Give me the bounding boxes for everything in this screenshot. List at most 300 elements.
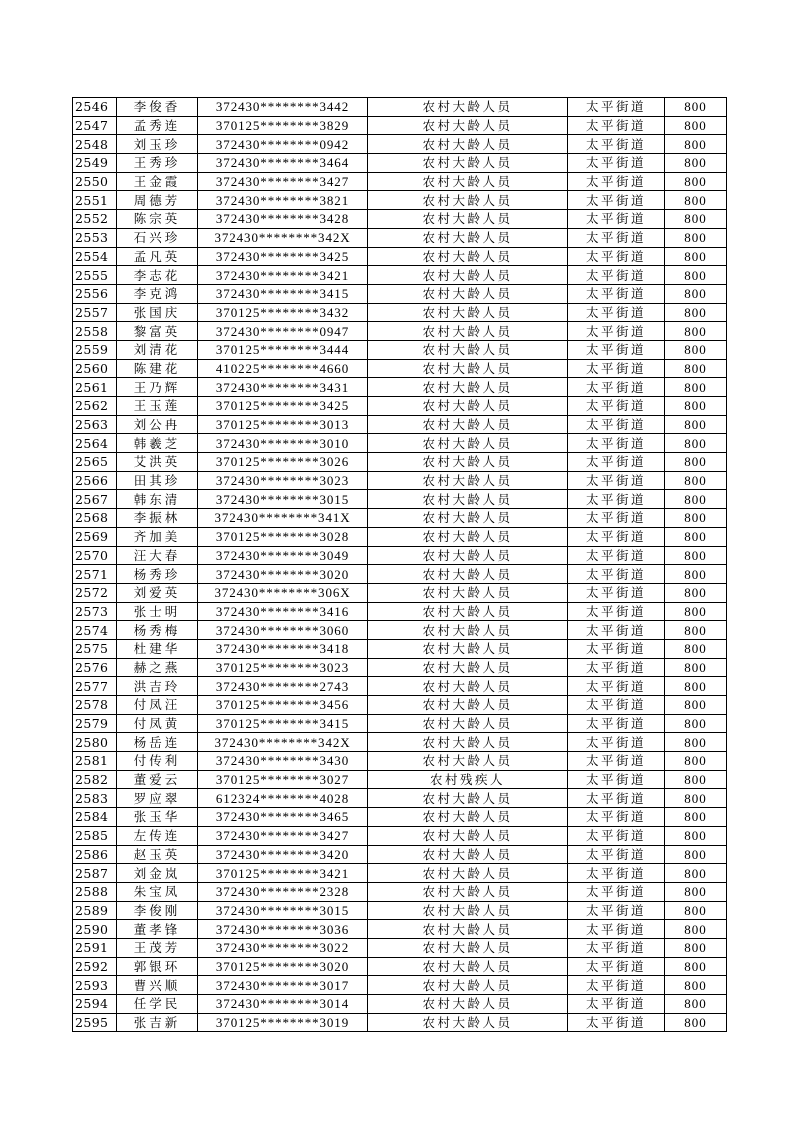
street-cell: 太平街道	[568, 696, 665, 715]
table-row	[73, 733, 727, 752]
amount-cell: 800	[665, 509, 727, 528]
table-row	[73, 546, 727, 565]
amount-cell: 800	[665, 639, 727, 658]
person-name-cell: 王玉莲	[117, 397, 198, 416]
table-row	[73, 957, 727, 976]
category-cell: 农村大龄人员	[368, 733, 568, 752]
table-row	[73, 976, 727, 995]
row-number-cell: 2547	[73, 116, 117, 135]
category-cell: 农村大龄人员	[368, 434, 568, 453]
person-name-cell: 董孝锋	[117, 920, 198, 939]
person-name-cell: 付凤汪	[117, 696, 198, 715]
row-number-cell: 2558	[73, 322, 117, 341]
id-number-cell: 372430********3020	[198, 565, 368, 584]
category-cell: 农村大龄人员	[368, 509, 568, 528]
category-cell: 农村大龄人员	[368, 957, 568, 976]
table-row	[73, 658, 727, 677]
person-name-cell: 罗应翠	[117, 789, 198, 808]
id-number-cell: 370125********3444	[198, 340, 368, 359]
person-name-cell: 艾洪英	[117, 453, 198, 472]
table-row	[73, 397, 727, 416]
row-number-cell: 2573	[73, 602, 117, 621]
category-cell: 农村大龄人员	[368, 340, 568, 359]
row-number-cell: 2550	[73, 172, 117, 191]
amount-cell: 800	[665, 415, 727, 434]
amount-cell: 800	[665, 995, 727, 1014]
amount-cell: 800	[665, 770, 727, 789]
table-row	[73, 378, 727, 397]
street-cell: 太平街道	[568, 116, 665, 135]
amount-cell: 800	[665, 901, 727, 920]
person-name-cell: 陈建花	[117, 359, 198, 378]
table-row	[73, 340, 727, 359]
person-name-cell: 石兴珍	[117, 228, 198, 247]
id-number-cell: 372430********3015	[198, 490, 368, 509]
person-name-cell: 张玉华	[117, 808, 198, 827]
person-name-cell: 郭银环	[117, 957, 198, 976]
row-number-cell: 2591	[73, 938, 117, 957]
category-cell: 农村大龄人员	[368, 789, 568, 808]
row-number-cell: 2588	[73, 882, 117, 901]
category-cell: 农村大龄人员	[368, 677, 568, 696]
table-row	[73, 527, 727, 546]
table-row	[73, 98, 727, 117]
person-name-cell: 田其珍	[117, 471, 198, 490]
street-cell: 太平街道	[568, 98, 665, 117]
person-name-cell: 赫之燕	[117, 658, 198, 677]
person-name-cell: 王茂芳	[117, 938, 198, 957]
id-number-cell: 372430********3428	[198, 210, 368, 229]
amount-cell: 800	[665, 789, 727, 808]
table-row	[73, 714, 727, 733]
category-cell: 农村大龄人员	[368, 228, 568, 247]
row-number-cell: 2549	[73, 154, 117, 173]
street-cell: 太平街道	[568, 509, 665, 528]
table-row	[73, 864, 727, 883]
category-cell: 农村大龄人员	[368, 639, 568, 658]
id-number-cell: 370125********3027	[198, 770, 368, 789]
amount-cell: 800	[665, 882, 727, 901]
amount-cell: 800	[665, 98, 727, 117]
street-cell: 太平街道	[568, 154, 665, 173]
amount-cell: 800	[665, 864, 727, 883]
category-cell: 农村大龄人员	[368, 995, 568, 1014]
row-number-cell: 2559	[73, 340, 117, 359]
table-row	[73, 995, 727, 1014]
id-number-cell: 372430********3022	[198, 938, 368, 957]
row-number-cell: 2585	[73, 826, 117, 845]
street-cell: 太平街道	[568, 210, 665, 229]
street-cell: 太平街道	[568, 303, 665, 322]
table-row	[73, 228, 727, 247]
amount-cell: 800	[665, 340, 727, 359]
row-number-cell: 2589	[73, 901, 117, 920]
street-cell: 太平街道	[568, 714, 665, 733]
street-cell: 太平街道	[568, 938, 665, 957]
id-number-cell: 370125********3026	[198, 453, 368, 472]
id-number-cell: 372430********3060	[198, 621, 368, 640]
amount-cell: 800	[665, 490, 727, 509]
category-cell: 农村大龄人员	[368, 284, 568, 303]
id-number-cell: 372430********2743	[198, 677, 368, 696]
person-name-cell: 孟凡英	[117, 247, 198, 266]
person-name-cell: 杨岳连	[117, 733, 198, 752]
row-number-cell: 2590	[73, 920, 117, 939]
person-name-cell: 王金霞	[117, 172, 198, 191]
table-row	[73, 901, 727, 920]
id-number-cell: 370125********3425	[198, 397, 368, 416]
person-name-cell: 韩东清	[117, 490, 198, 509]
street-cell: 太平街道	[568, 733, 665, 752]
category-cell: 农村大龄人员	[368, 976, 568, 995]
table-row	[73, 920, 727, 939]
person-name-cell: 杜建华	[117, 639, 198, 658]
row-number-cell: 2557	[73, 303, 117, 322]
amount-cell: 800	[665, 378, 727, 397]
amount-cell: 800	[665, 284, 727, 303]
street-cell: 太平街道	[568, 677, 665, 696]
row-number-cell: 2583	[73, 789, 117, 808]
id-number-cell: 372430********3442	[198, 98, 368, 117]
category-cell: 农村大龄人员	[368, 845, 568, 864]
amount-cell: 800	[665, 527, 727, 546]
table-row	[73, 565, 727, 584]
category-cell: 农村大龄人员	[368, 826, 568, 845]
row-number-cell: 2553	[73, 228, 117, 247]
id-number-cell: 370125********3456	[198, 696, 368, 715]
table-row	[73, 284, 727, 303]
table-row	[73, 191, 727, 210]
table-body	[73, 98, 727, 1032]
row-number-cell: 2584	[73, 808, 117, 827]
amount-cell: 800	[665, 303, 727, 322]
row-number-cell: 2592	[73, 957, 117, 976]
street-cell: 太平街道	[568, 340, 665, 359]
category-cell: 农村大龄人员	[368, 266, 568, 285]
row-number-cell: 2561	[73, 378, 117, 397]
street-cell: 太平街道	[568, 621, 665, 640]
id-number-cell: 372430********3430	[198, 752, 368, 771]
table-row	[73, 938, 727, 957]
table-row	[73, 770, 727, 789]
id-number-cell: 372430********341X	[198, 509, 368, 528]
id-number-cell: 370125********3028	[198, 527, 368, 546]
id-number-cell: 372430********3010	[198, 434, 368, 453]
person-name-cell: 董爱云	[117, 770, 198, 789]
street-cell: 太平街道	[568, 397, 665, 416]
street-cell: 太平街道	[568, 172, 665, 191]
row-number-cell: 2587	[73, 864, 117, 883]
table-row	[73, 322, 727, 341]
street-cell: 太平街道	[568, 752, 665, 771]
amount-cell: 800	[665, 976, 727, 995]
row-number-cell: 2594	[73, 995, 117, 1014]
person-name-cell: 李俊香	[117, 98, 198, 117]
id-number-cell: 372430********3821	[198, 191, 368, 210]
street-cell: 太平街道	[568, 658, 665, 677]
street-cell: 太平街道	[568, 359, 665, 378]
table-row	[73, 752, 727, 771]
amount-cell: 800	[665, 565, 727, 584]
street-cell: 太平街道	[568, 995, 665, 1014]
row-number-cell: 2548	[73, 135, 117, 154]
person-name-cell: 任学民	[117, 995, 198, 1014]
amount-cell: 800	[665, 1013, 727, 1032]
table-row	[73, 434, 727, 453]
id-number-cell: 372430********3415	[198, 284, 368, 303]
street-cell: 太平街道	[568, 901, 665, 920]
street-cell: 太平街道	[568, 266, 665, 285]
person-name-cell: 赵玉英	[117, 845, 198, 864]
amount-cell: 800	[665, 546, 727, 565]
category-cell: 农村大龄人员	[368, 583, 568, 602]
person-name-cell: 李振林	[117, 509, 198, 528]
person-name-cell: 李俊刚	[117, 901, 198, 920]
category-cell: 农村大龄人员	[368, 696, 568, 715]
street-cell: 太平街道	[568, 191, 665, 210]
category-cell: 农村大龄人员	[368, 322, 568, 341]
table-row	[73, 172, 727, 191]
row-number-cell: 2554	[73, 247, 117, 266]
id-number-cell: 370125********3023	[198, 658, 368, 677]
street-cell: 太平街道	[568, 957, 665, 976]
category-cell: 农村大龄人员	[368, 397, 568, 416]
table-row	[73, 639, 727, 658]
category-cell: 农村大龄人员	[368, 602, 568, 621]
id-number-cell: 372430********3049	[198, 546, 368, 565]
amount-cell: 800	[665, 247, 727, 266]
row-number-cell: 2546	[73, 98, 117, 117]
amount-cell: 800	[665, 359, 727, 378]
id-number-cell: 372430********3420	[198, 845, 368, 864]
id-number-cell: 372430********342X	[198, 733, 368, 752]
id-number-cell: 372430********342X	[198, 228, 368, 247]
street-cell: 太平街道	[568, 826, 665, 845]
id-number-cell: 410225********4660	[198, 359, 368, 378]
row-number-cell: 2572	[73, 583, 117, 602]
table-row	[73, 359, 727, 378]
street-cell: 太平街道	[568, 471, 665, 490]
street-cell: 太平街道	[568, 135, 665, 154]
id-number-cell: 372430********3427	[198, 172, 368, 191]
street-cell: 太平街道	[568, 453, 665, 472]
category-cell: 农村大龄人员	[368, 752, 568, 771]
person-name-cell: 杨秀珍	[117, 565, 198, 584]
id-number-cell: 370125********3013	[198, 415, 368, 434]
row-number-cell: 2567	[73, 490, 117, 509]
person-name-cell: 李志花	[117, 266, 198, 285]
amount-cell: 800	[665, 135, 727, 154]
row-number-cell: 2593	[73, 976, 117, 995]
street-cell: 太平街道	[568, 284, 665, 303]
amount-cell: 800	[665, 228, 727, 247]
person-name-cell: 李克鸿	[117, 284, 198, 303]
row-number-cell: 2570	[73, 546, 117, 565]
person-name-cell: 张吉新	[117, 1013, 198, 1032]
table-row	[73, 677, 727, 696]
id-number-cell: 372430********3017	[198, 976, 368, 995]
table-row	[73, 154, 727, 173]
id-number-cell: 372430********3036	[198, 920, 368, 939]
person-name-cell: 王乃辉	[117, 378, 198, 397]
id-number-cell: 372430********3465	[198, 808, 368, 827]
category-cell: 农村大龄人员	[368, 920, 568, 939]
id-number-cell: 370125********3421	[198, 864, 368, 883]
row-number-cell: 2552	[73, 210, 117, 229]
row-number-cell: 2586	[73, 845, 117, 864]
category-cell: 农村大龄人员	[368, 453, 568, 472]
category-cell: 农村大龄人员	[368, 303, 568, 322]
category-cell: 农村大龄人员	[368, 882, 568, 901]
category-cell: 农村大龄人员	[368, 546, 568, 565]
street-cell: 太平街道	[568, 247, 665, 266]
category-cell: 农村大龄人员	[368, 808, 568, 827]
person-name-cell: 刘清花	[117, 340, 198, 359]
street-cell: 太平街道	[568, 434, 665, 453]
category-cell: 农村大龄人员	[368, 714, 568, 733]
person-name-cell: 孟秀连	[117, 116, 198, 135]
table-row	[73, 116, 727, 135]
street-cell: 太平街道	[568, 378, 665, 397]
id-number-cell: 370125********3019	[198, 1013, 368, 1032]
table-row	[73, 789, 727, 808]
table-row	[73, 266, 727, 285]
street-cell: 太平街道	[568, 602, 665, 621]
street-cell: 太平街道	[568, 808, 665, 827]
id-number-cell: 372430********2328	[198, 882, 368, 901]
table-row	[73, 845, 727, 864]
person-name-cell: 付传利	[117, 752, 198, 771]
amount-cell: 800	[665, 920, 727, 939]
street-cell: 太平街道	[568, 770, 665, 789]
id-number-cell: 372430********3421	[198, 266, 368, 285]
row-number-cell: 2575	[73, 639, 117, 658]
row-number-cell: 2579	[73, 714, 117, 733]
category-cell: 农村大龄人员	[368, 191, 568, 210]
amount-cell: 800	[665, 845, 727, 864]
row-number-cell: 2582	[73, 770, 117, 789]
id-number-cell: 372430********306X	[198, 583, 368, 602]
person-name-cell: 洪吉玲	[117, 677, 198, 696]
id-number-cell: 612324********4028	[198, 789, 368, 808]
row-number-cell: 2565	[73, 453, 117, 472]
id-number-cell: 372430********0947	[198, 322, 368, 341]
street-cell: 太平街道	[568, 976, 665, 995]
id-number-cell: 370125********3415	[198, 714, 368, 733]
row-number-cell: 2551	[73, 191, 117, 210]
street-cell: 太平街道	[568, 789, 665, 808]
person-name-cell: 黎富英	[117, 322, 198, 341]
amount-cell: 800	[665, 826, 727, 845]
table-row	[73, 1013, 727, 1032]
row-number-cell: 2563	[73, 415, 117, 434]
person-name-cell: 陈宗英	[117, 210, 198, 229]
table-row	[73, 303, 727, 322]
row-number-cell: 2576	[73, 658, 117, 677]
street-cell: 太平街道	[568, 583, 665, 602]
street-cell: 太平街道	[568, 920, 665, 939]
row-number-cell: 2562	[73, 397, 117, 416]
amount-cell: 800	[665, 397, 727, 416]
person-name-cell: 张国庆	[117, 303, 198, 322]
id-number-cell: 372430********3427	[198, 826, 368, 845]
id-number-cell: 372430********3014	[198, 995, 368, 1014]
id-number-cell: 370125********3432	[198, 303, 368, 322]
category-cell: 农村大龄人员	[368, 864, 568, 883]
person-name-cell: 韩羲芝	[117, 434, 198, 453]
amount-cell: 800	[665, 434, 727, 453]
street-cell: 太平街道	[568, 845, 665, 864]
table-row	[73, 415, 727, 434]
category-cell: 农村大龄人员	[368, 658, 568, 677]
amount-cell: 800	[665, 621, 727, 640]
category-cell: 农村大龄人员	[368, 1013, 568, 1032]
category-cell: 农村大龄人员	[368, 154, 568, 173]
amount-cell: 800	[665, 266, 727, 285]
id-number-cell: 372430********0942	[198, 135, 368, 154]
table-row	[73, 210, 727, 229]
person-name-cell: 刘玉珍	[117, 135, 198, 154]
category-cell: 农村大龄人员	[368, 938, 568, 957]
category-cell: 农村大龄人员	[368, 247, 568, 266]
street-cell: 太平街道	[568, 415, 665, 434]
category-cell: 农村大龄人员	[368, 135, 568, 154]
category-cell: 农村大龄人员	[368, 210, 568, 229]
amount-cell: 800	[665, 957, 727, 976]
street-cell: 太平街道	[568, 490, 665, 509]
category-cell: 农村大龄人员	[368, 901, 568, 920]
person-name-cell: 曹兴顺	[117, 976, 198, 995]
person-name-cell: 王秀珍	[117, 154, 198, 173]
category-cell: 农村大龄人员	[368, 116, 568, 135]
street-cell: 太平街道	[568, 322, 665, 341]
table-row	[73, 808, 727, 827]
table-row	[73, 696, 727, 715]
street-cell: 太平街道	[568, 228, 665, 247]
category-cell: 农村大龄人员	[368, 415, 568, 434]
amount-cell: 800	[665, 322, 727, 341]
person-name-cell: 张士明	[117, 602, 198, 621]
amount-cell: 800	[665, 471, 727, 490]
category-cell: 农村大龄人员	[368, 359, 568, 378]
table-row	[73, 490, 727, 509]
person-name-cell: 汪大春	[117, 546, 198, 565]
table-row	[73, 826, 727, 845]
id-number-cell: 372430********3416	[198, 602, 368, 621]
row-number-cell: 2571	[73, 565, 117, 584]
row-number-cell: 2555	[73, 266, 117, 285]
person-name-cell: 齐加美	[117, 527, 198, 546]
id-number-cell: 370125********3020	[198, 957, 368, 976]
category-cell: 农村大龄人员	[368, 471, 568, 490]
row-number-cell: 2560	[73, 359, 117, 378]
person-name-cell: 杨秀梅	[117, 621, 198, 640]
category-cell: 农村大龄人员	[368, 621, 568, 640]
table-row	[73, 621, 727, 640]
amount-cell: 800	[665, 714, 727, 733]
street-cell: 太平街道	[568, 527, 665, 546]
id-number-cell: 372430********3418	[198, 639, 368, 658]
person-name-cell: 刘爱英	[117, 583, 198, 602]
row-number-cell: 2566	[73, 471, 117, 490]
street-cell: 太平街道	[568, 546, 665, 565]
table-row	[73, 135, 727, 154]
table-row	[73, 509, 727, 528]
person-name-cell: 刘公冉	[117, 415, 198, 434]
category-cell: 农村大龄人员	[368, 172, 568, 191]
table-row	[73, 247, 727, 266]
id-number-cell: 372430********3015	[198, 901, 368, 920]
